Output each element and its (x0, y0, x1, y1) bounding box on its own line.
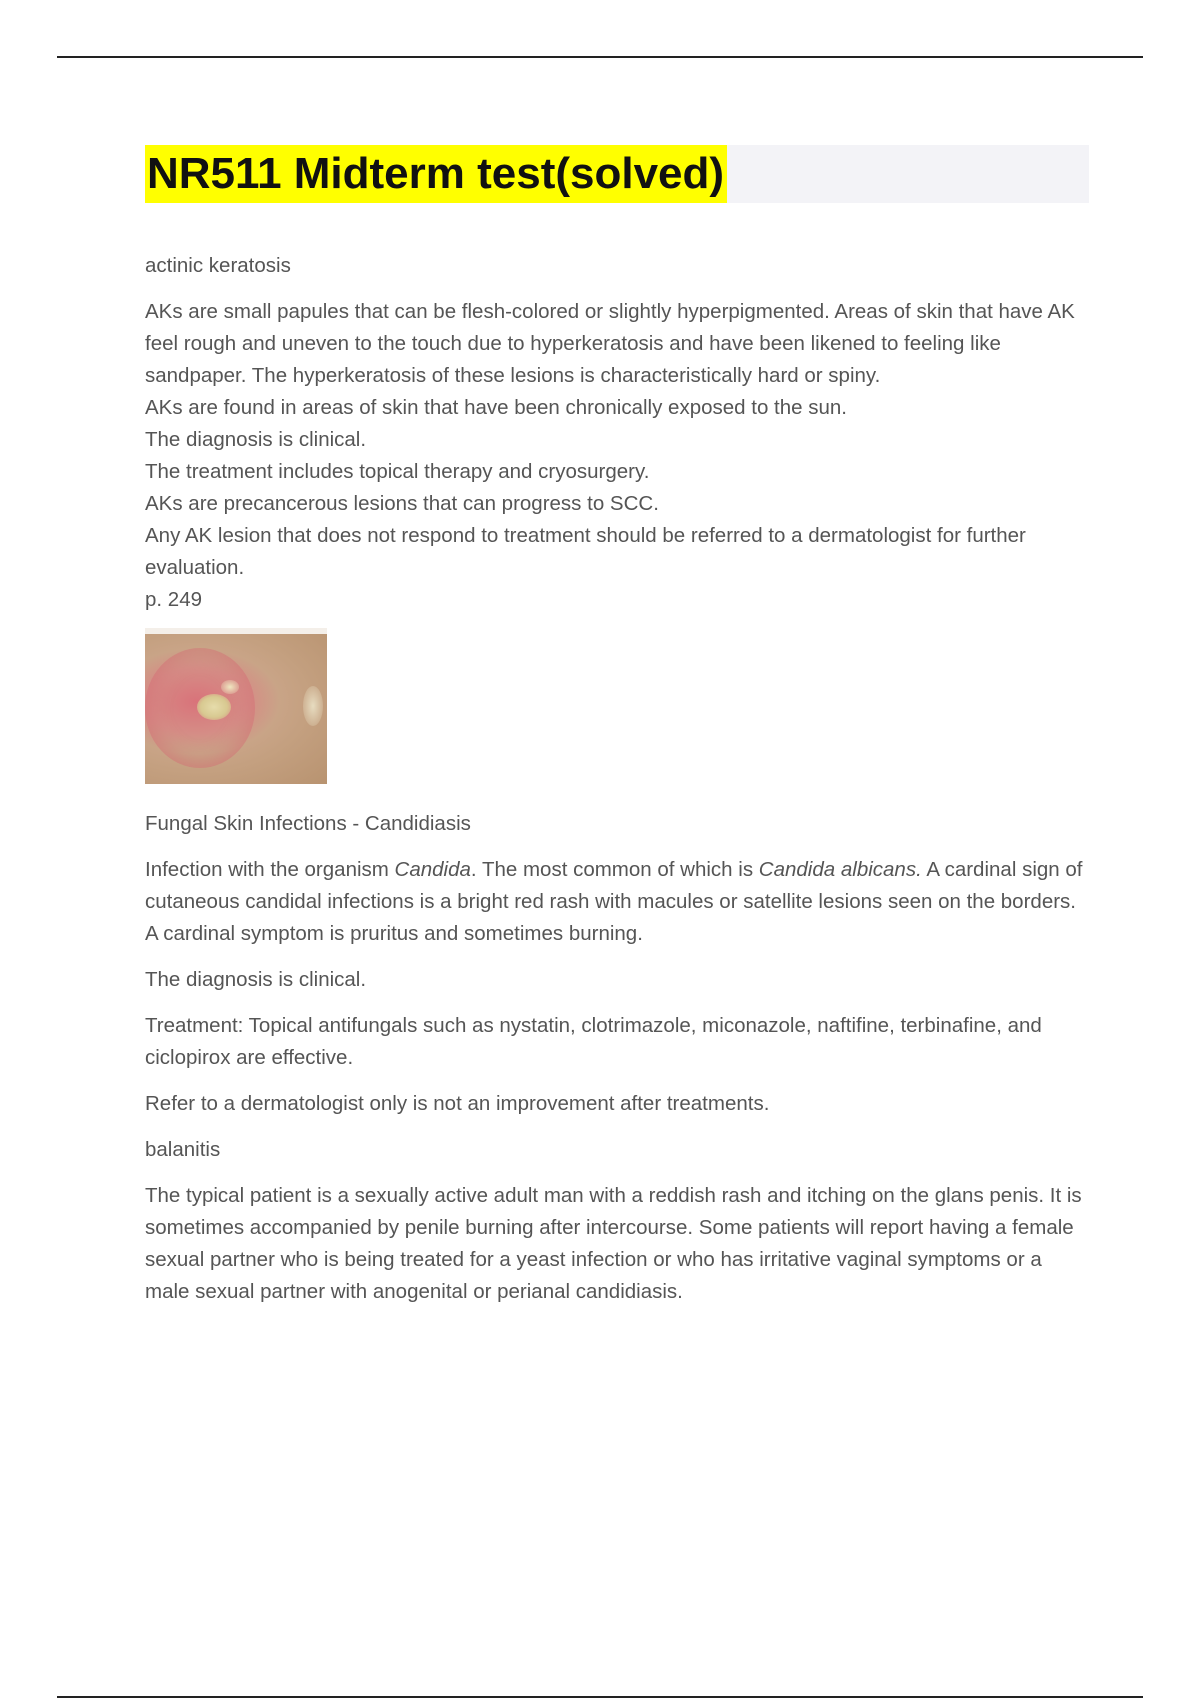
ak-sun-exposure: AKs are found in areas of skin that have been chronically exposed to the sun. (145, 396, 847, 419)
balanitis-body: The typical patient is a sexually active adult man with a reddish rash and itching on the glans penis. It is sometimes accompanied by penile burning after intercourse. Some patients will report having a female sexual partner who is being treated for a yeast infection or who has irritative vaginal symptoms or a male sexual partner with anogenital or perianal candidiasis. (145, 1184, 1082, 1303)
ak-treatment: The treatment includes topical therapy and cryosurgery. (145, 460, 650, 483)
ak-diagnosis: The diagnosis is clinical. (145, 428, 367, 451)
candida-term: Candida (394, 858, 471, 881)
ak-page-ref: p. 249 (145, 588, 202, 611)
document-body (145, 250, 1090, 1308)
candidiasis-intro-text-3: A cardinal sign of cutaneous candidal infections is a bright red rash with macules or satellite lesions seen on the borders. A cardinal symptom is pruritus and sometimes burning. (145, 858, 1083, 945)
document-title: NR511 Midterm test(solved) (145, 145, 727, 203)
section-heading-actinic-keratosis: actinic keratosis (145, 254, 291, 277)
candidiasis-intro (145, 854, 1090, 950)
top-rule (57, 56, 1143, 58)
candidiasis-referral: Refer to a dermatologist only is not an improvement after treatments. (145, 1092, 770, 1115)
candidiasis-diagnosis: The diagnosis is clinical. (145, 968, 367, 991)
candida-albicans-term: Candida albicans. (758, 858, 922, 881)
section-heading-candidiasis: Fungal Skin Infections - Candidiasis (145, 812, 471, 835)
skin-lesion-photo (145, 628, 327, 784)
ak-description: AKs are small papules that can be flesh-colored or slightly hyperpigmented. Areas of skin that have AK feel rough and uneven to the touch due to hyperkeratosis and have been likened to feeling like sandpaper. The hyperkeratosis of these lesions is characteristically hard or spiny. (145, 300, 1075, 387)
candidiasis-intro-text-2: . The most common of which is (470, 858, 759, 881)
bottom-rule (57, 1696, 1143, 1698)
candidiasis-intro-text-1: Infection with the organism (145, 858, 395, 881)
ak-referral: Any AK lesion that does not respond to treatment should be referred to a dermatologist for further evaluation. (145, 524, 1026, 579)
section-heading-balanitis: balanitis (145, 1138, 221, 1161)
candidiasis-treatment: Treatment: Topical antifungals such as nystatin, clotrimazole, miconazole, naftifine, terbinafine, and ciclopirox are effective. (145, 1014, 1042, 1069)
ak-precancerous: AKs are precancerous lesions that can progress to SCC. (145, 492, 659, 515)
